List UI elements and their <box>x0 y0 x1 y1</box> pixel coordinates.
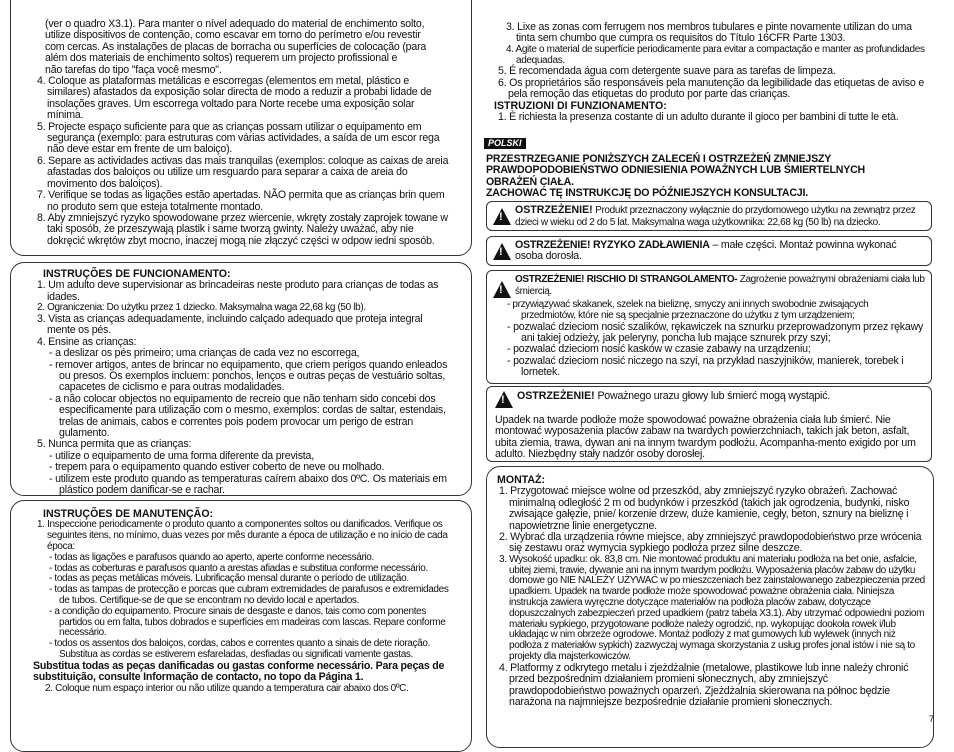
sub-item: - a deslizar os pés primeiro; uma crianças de cada vez no escorrega, <box>49 347 360 360</box>
list-item: 1. Um adulto deve supervisionar as brincadeiras neste produto para crianças de todas as idades. <box>37 279 439 303</box>
list-item: 7. Verifique se todas as ligações estão apertadas. NÃO permita que as crianças brin quem no produto sem que esteja totalmente montado. <box>37 189 445 213</box>
list-item: 2. Coloque num espaço interior ou não utilize quando a temperatura cair abaixo dos 0ºC. <box>45 682 409 694</box>
text-line: utilize dispositivos de contenção, como escavar em torno do perímetro e/ou revestir <box>45 29 421 42</box>
list-item: 1. È richiesta la presenza costante di un adulto durante il gioco per bambini di tutte le età. <box>498 111 899 124</box>
list-item: 8. Aby zmniejszyć ryzyko spowodowane przez wiercenie, wkręty zostały zaprojek towane w taki sposób, że przeszywają plastik i same tworzą gwinty. Należy uważać, aby nie dokręcić wkrętów zbyt mocno, inaczej mogą nie złączyć części w odpow iedni sposób. <box>37 211 448 247</box>
list-item: 6. Separe as actividades activas das mais tranquilas (exemplos: coloque as caixas de areia afastadas dos baloiços ou utilize um resguardo para separar a caixa de areia do movimento dos baloiços). <box>37 154 449 190</box>
pl-heading <box>486 154 936 200</box>
sub-item: - remover artigos, antes de brincar no equipamento, que criem perigos quando enleados ou presos. Os exemplos incluem: ponchos, lenços e outras peças de vestuário soltas, capacetes de ciclismo e para outras modalidades. <box>49 358 448 394</box>
list-item: 1. Inspeccione periodicamente o produto quanto a componentes soltos ou danificados. Verifique os seguintes itens, no mínimo, duas vezes por mês durante a época de utilização e no início de cada época: <box>37 519 448 552</box>
sublist <box>33 451 453 497</box>
list-item: 1. Przygotować miejsce wolne od przeszkód, aby zmniejszyć ryzyko obrażeń. Zachować minimalną odległość 2 m od budynków i przeszkód (takich jak ogrodzenia, budynki, nisko zwisające gałęzie, pnie/ korzenie drzew, duże kamienie, cegły, beton, sznury na bieliznę i napowietrzne linie energetyczne. <box>499 485 910 532</box>
warning-list-item: - pozwalać dzieciom nosić szalików, rękawiczek na sznurku przeprowadzonym przez rękawy ani takiej odzieży, jak peleryny, poncha lub mające sznurek przy szyi; <box>507 320 924 344</box>
list-item: 2. Ograniczenia: Do użytku przez 1 dziecko. Maksymalna waga 22,68 kg (50 lb). <box>37 302 366 314</box>
sub-item: - todas as coberturas e parafusos quanto a arestas afiadas e substitua conforme necessário. <box>49 562 428 574</box>
page-number: 7 <box>928 714 934 724</box>
list-item: 4. Platformy z odkrytego metalu i zjeżdżalnie (metalowe, plastikowe lub inne należy chronić przed bezpośrednim działaniem promieni słonecznych, aby zmniejszyć prawdopodobieństwo poważnych oparzeń. Zjeżdżalnia skierowana na północ będzie narażona na najmniejsze bezpośrednie działanie promieni słonecznych. <box>499 661 909 709</box>
warning-body: Upadek na twarde podłoże może spowodować poważne obrażenia ciała lub śmierć. Nie montować wyposażenia placów zabaw na twardych powierzchniach, takich jak beton, asfalt, ubita ziemia, trawa, dywan ani na innym twardym podłożu. Acompanha-mento exigido por um adulto. Niezbędny stały nadzór osoby dorosłej. <box>495 414 916 461</box>
warning-box-head-injury <box>486 386 932 462</box>
warning-label: OSTRZEŻENIE! RYZYKO ZADŁAWIENIA <box>515 239 710 251</box>
list-item: 3. Vista as crianças adequadamente, incluindo calçado adequado que proteja integral mente os pés. <box>37 313 423 337</box>
warning-list <box>495 300 925 379</box>
text-line: com cercas. As instalações de placas de borracha ou superfícies de colocação (para <box>45 40 427 53</box>
list-item: 3. Wysokość upadku: ok. 83,8 cm. Nie montować produktu ani materiału podłoża na bet onie, asfalcie, ubitej ziemi, trawie, dywanie ani na innym twardym podłożu. Wyposażenia placów zabaw do użytku domowe go NIE NALEŻY UŻYWAĆ w po mieszczeniach bez zainstalowanego zabezpieczenia przed upadkiem. Upadek na twarde podłoże może spowodować poważne obrażenia ciała. Niniejsza instrukcja zawiera wyręczne dotyczące materiałów na podłoża placów zabaw, dotyczące dopuszczalnych zabezpieczeń przed upadkiem (patrz tabela X3.1). Aby utrzymać odpowiedni poziom materiału sypkiego, przygotowane podłoże należy ogrodzić, np. wykopując dookoła rowek i/lub układając w nim obrzeże ogrodowe. Montaż podłoży z mat gumowych lub wylewek (innych niż podłoża z materiałów sypkich) zazwyczaj wymaga skorzystania z usług profes jonal istów i nie są to projekty dla majsterkowiczów. <box>499 553 925 663</box>
left-cont-text <box>33 19 453 76</box>
sub-item: - todas as tampas de protecção e porcas que cubram extremidades de parafusos e extremidades de tubos. Certifique-se de que se encontram no devido local e apertados. <box>49 584 449 606</box>
bold-note: Substitua todas as peças danificadas ou gastas conforme necessário. Para peças de substituição, consulte Informação de contacto, no topo da Página 1. <box>33 659 445 684</box>
sublist <box>33 553 453 661</box>
warning-label: OSTRZEŻENIE! <box>517 390 595 402</box>
warning-list-item: - przywiązywać skakanek, szelek na bieliznę, smyczy ani innych swobodnie zwisających przedmiotów, które nie są specjalnie przeznaczone do użytku z tym urządzeniem; <box>507 299 869 321</box>
warning-list-item: - pozwalać dzieciom nosić niczego na szyi, na przykład naszyjników, manierek, torebek i lornetek. <box>507 354 904 379</box>
list-item: 5. É recomendada água com detergente suave para as tarefas de limpeza. <box>498 65 836 78</box>
sub-item: - todas as peças metálicas móveis. Lubrificação mensal durante o período de utilização. <box>49 573 409 585</box>
list-item: 5. Nunca permita que as crianças: <box>37 438 192 451</box>
section-title: ISTRUZIONI DI FUNZIONAMENTO: <box>494 99 667 112</box>
text-line: (ver o quadro X3.1). Para manter o nível adequado do material de enchimento solto, <box>45 18 425 30</box>
list-item: 4. Agite o material de superfície periodicamente para evitar a compactação e manter as profundidades adequadas. <box>506 43 925 66</box>
warning-box-strangulation <box>486 270 932 384</box>
sub-item: - a condição do equipamento. Procure sinais de desgaste e danos, tais como com ponentes partidos ou em falta, tubos dobrados e superfícies em madeiras com lascas. Repare conforme necessário. <box>49 605 446 639</box>
warning-text: Poważnego urazu głowy lub śmierć mogą wystąpić. <box>594 390 831 402</box>
warning-icon: ! <box>493 243 511 260</box>
text-line: não tarefas do tipo "faça você mesmo". <box>45 63 222 76</box>
list-item: 5. Projecte espaço suficiente para que as crianças possam utilizar o equipamento em segurança (exemplo: para estruturas com várias actividades, a saída de um escor rega não deve estar em frente de um baloiço). <box>37 120 440 156</box>
text-line: além dos materiais de enchimento soltos) requerem um projecto profissional e <box>45 52 398 65</box>
list-item: 6. Os proprietários são responsáveis pela manutenção da legibilidade das etiquetas de aviso e pela remoção das etiquetas do produto por parte das crianças. <box>498 76 925 101</box>
list-item: 3. Lixe as zonas com ferrugem nos membros tubulares e pinte novamente utilizan do uma tinta sem chumbo que cumpra os requisitos do Título 16CFR Parte 1303. <box>506 21 912 45</box>
section-title: MONTAŻ: <box>497 474 546 486</box>
sub-item: - utilizem este produto quando as temperaturas caírem abaixo dos 0ºC. Os materiais em plástico podem danificar-se e rachar. <box>49 472 447 497</box>
sub-item: - trepem para o equipamento quando estiver coberto de neve ou molhado. <box>49 461 385 474</box>
sub-item: - todas as ligações e parafusos quando ao aperto, aperte conforme necessário. <box>49 551 374 563</box>
list-item: 2. Wybrać dla urządzenia równe miejsce, aby zmniejszyć prawdopodobieństwo prze wrócenia się zestawu oraz wymycia sypkiego podłoża przez silne deszcze. <box>499 531 922 555</box>
warning-text: Produkt przeznaczony wyłącznie do przydomowego użytku na zewnątrz przez dzieci w wieku od 2 do 5 lat. Maksymalna waga użytkownika: 22,68 kg (50 lb) na dziecko. <box>515 205 916 228</box>
maintenance-box <box>10 500 472 752</box>
warning-icon: ! <box>493 208 511 225</box>
warning-label: OSTRZEŻENIE! RISCHIO DI STRANGOLAMENTO- <box>515 274 738 285</box>
heading-line: PRZESTRZEGANIE PONIŻSZYCH ZALECEŃ I OSTRZEŻEŃ ZMNIEJSZY <box>486 153 832 165</box>
warning-label: OSTRZEŻENIE! <box>515 204 593 216</box>
heading-line: ZACHOWAĆ TĘ INSTRUKCJĘ DO PÓŹNIEJSZYCH KONSULTACJI. <box>486 187 808 200</box>
warning-icon: ! <box>495 391 513 408</box>
warning-box-age <box>486 201 932 231</box>
list-item: 4. Coloque as plataformas metálicas e escorregas (elementos em metal, plástico e similares) afastados da exposição solar directa de modo a reduzir a probabi lidade de insolações graves. Um escorrega voltado para Norte recebe uma exposição solar mínima. <box>37 75 432 122</box>
section-title: INSTRUÇÕES DE FUNCIONAMENTO: <box>43 268 231 280</box>
sub-item: - a não colocar objectos no equipamento de recreio que não tenham sido concebi dos especificamente para utilização com o mesmo, exemplos: cordas de saltar, estendais, trelas de animais, cabos e correntes pois podem provocar um perigo de estran gulamento. <box>49 392 446 440</box>
warning-text: – małe części. Montaż powinna wykonać osoba dorosła. <box>515 239 897 263</box>
sublist <box>33 348 453 439</box>
list-item: 4. Ensine as crianças: <box>37 335 137 348</box>
warning-list-item: - pozwalać dzieciom nosić kasków w czasie zabawy na urządzeniu; <box>507 343 811 356</box>
assembly-box <box>486 466 934 748</box>
heading-line: OBRAŻEŃ CIAŁA. <box>486 175 574 188</box>
left-top-box <box>10 0 472 256</box>
section-title: INSTRUÇÕES DE MANUTENÇÃO: <box>43 508 214 520</box>
warning-box-choking <box>486 236 932 266</box>
sub-item: - todos os assentos dos baloiços, cordas, cabos e correntes quanto a sinais de dete rioração. Substitua as cordas se estiverem esfareladas, desfiadas ou significati vamente gastas. <box>49 638 431 660</box>
language-badge: POLSKI <box>484 138 526 149</box>
warning-text: Zagrożenie poważnymi obrażeniami ciała lub śmiercią. <box>515 274 925 297</box>
heading-line: PRAWDOPODOBIEŃSTWO ODNIESIENIA POWAŻNYCH LUB ŚMIERTELNYCH <box>486 164 866 177</box>
warning-icon: ! <box>493 281 511 298</box>
functioning-box <box>10 262 472 496</box>
right-top-text <box>494 22 930 123</box>
sub-item: - utilize o equipamento de uma forma diferente da prevista, <box>49 449 314 462</box>
